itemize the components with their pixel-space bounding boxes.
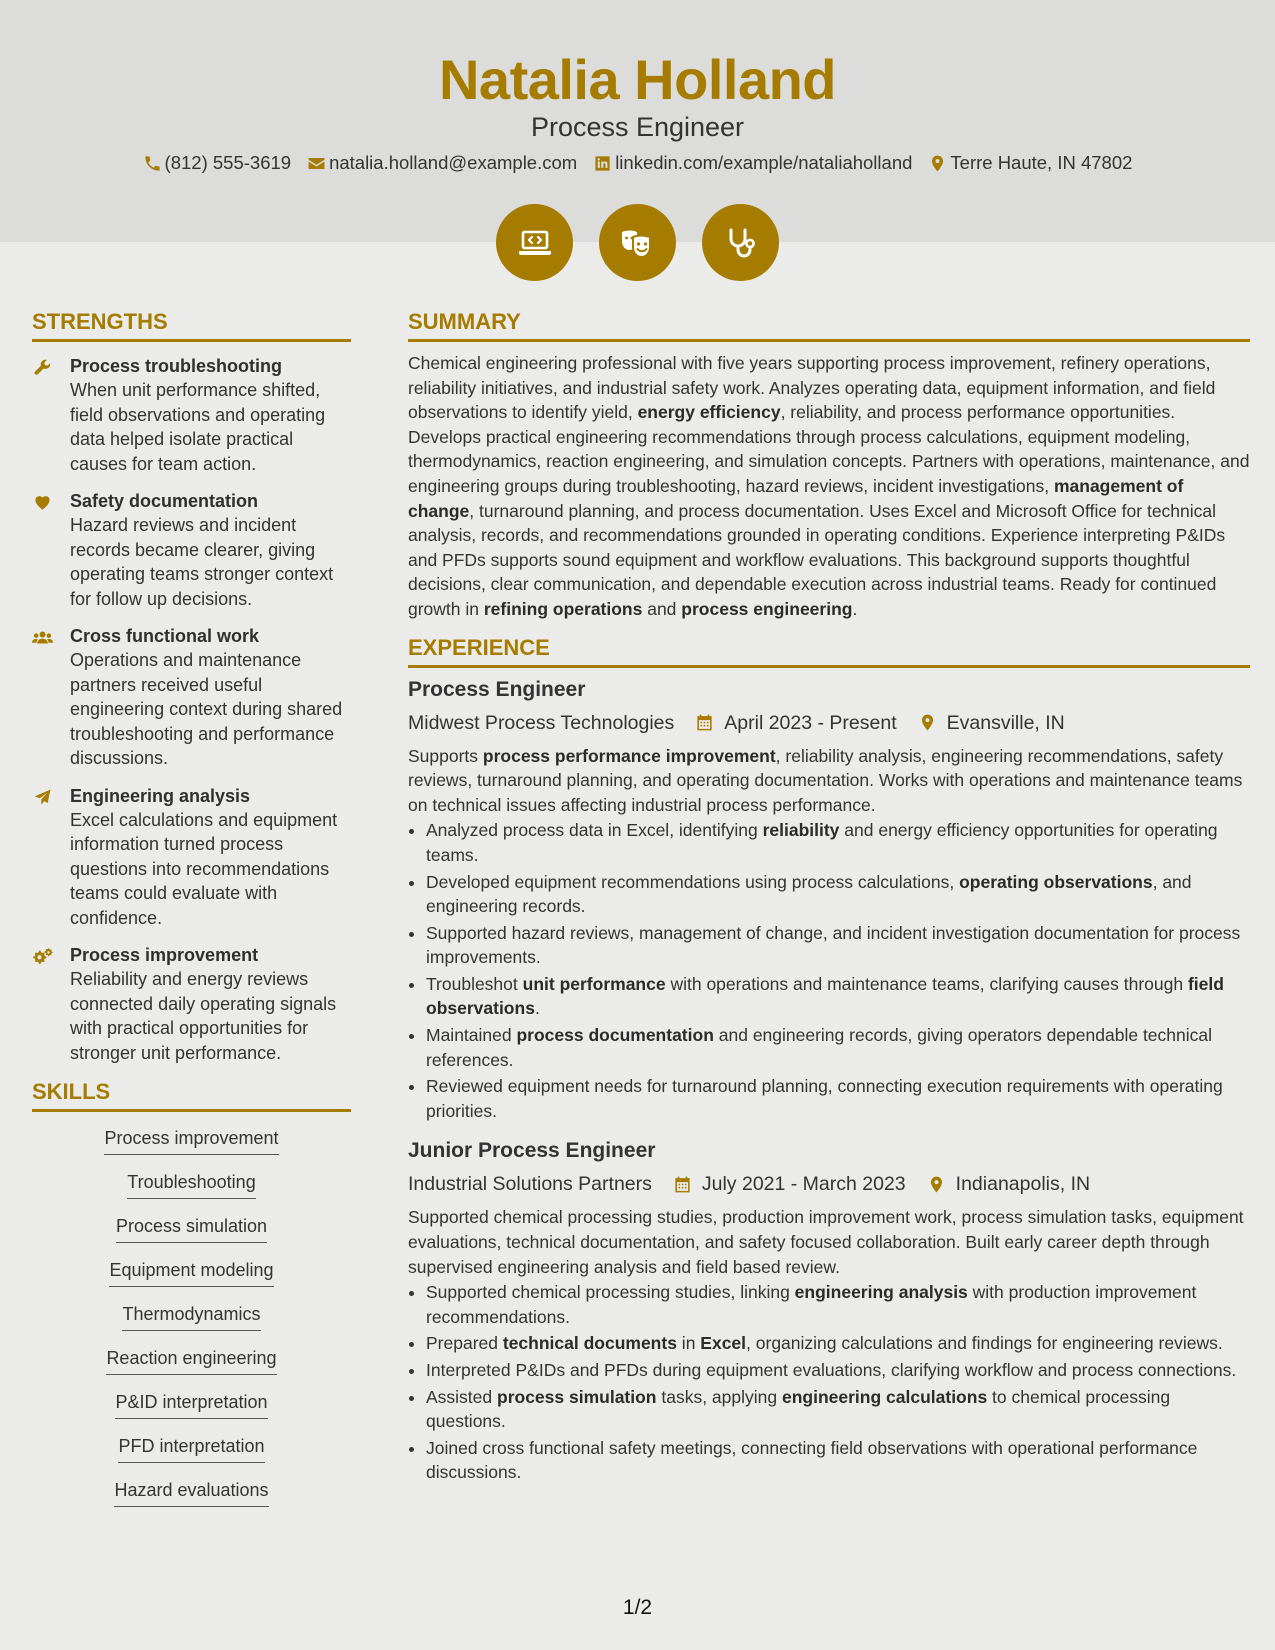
skill-item: Process simulation — [116, 1214, 267, 1243]
bullet-item: • Supported hazard reviews, management of change, and incident investigation documentation for process improvements. — [426, 921, 1250, 970]
skill-item: Troubleshooting — [127, 1170, 255, 1199]
wrench-icon — [32, 358, 53, 377]
skill-item: PFD interpretation — [118, 1434, 264, 1463]
page-number: 1/2 — [622, 1596, 653, 1619]
summary-text: Chemical engineering professional with five years supporting process improvement, refinery operations, reliability initiatives, and industrial safety work. Analyzes operating data, equipment information, and field observations to identify yield, energy efficiency, reliability, and process performance opportunities. Develops practical engineering recommendations through process calculations, equipment modeling, thermodynamics, reaction engineering, and simulation concepts. Partners with operations, maintenance, and engineering groups during troubleshooting, hazard reviews, incident investigations, management of change, turnaround planning, and process documentation. Uses Excel and Microsoft Office for technical analysis, records, and recommendations grounded in operating conditions. Experience interpreting P&IDs and PFDs supports sound equipment and workflow evaluations. This background supports thoughtful decisions, clear communication, and dependable execution across industrial teams. Ready for continued growth in refining operations and process engineering. — [408, 353, 1250, 619]
interest-icons — [0, 204, 1275, 281]
bullet-item: • Joined cross functional safety meetings, connecting field observations with operational performance discussions. — [426, 1436, 1250, 1485]
strength-desc: When unit performance shifted, field observations and operating data helped isolate practical causes for team action. — [70, 380, 326, 474]
job-entry — [408, 676, 1250, 1124]
job-meta — [408, 710, 1250, 736]
strengths-heading: STRENGTHS — [32, 308, 351, 342]
experience-heading: EXPERIENCE — [408, 634, 1250, 668]
strength-item — [32, 943, 351, 1065]
job-meta — [408, 1171, 1250, 1197]
map-marker-icon — [928, 154, 947, 173]
job-location: Evansville, IN — [918, 710, 1065, 736]
job-dates: July 2021 - March 2023 — [673, 1171, 906, 1197]
job-description: Supports process performance improvement, reliability analysis, engineering recommendations, safety reviews, turnaround planning, and operating documentation. Works with operations and maintenance teams on technical issues affecting industrial process performance. — [408, 745, 1243, 815]
bullet-item: • Interpreted P&IDs and PFDs during equipment evaluations, clarifying workflow and process connections. — [426, 1358, 1250, 1383]
map-marker-icon — [918, 713, 937, 732]
job-description: Supported chemical processing studies, production improvement work, process simulation tasks, equipment evaluations, technical documentation, and safety focused collaboration. Built early career depth through supervised engineering analysis and field based review. — [408, 1207, 1244, 1277]
contact-location — [928, 151, 1132, 175]
strengths-list — [32, 354, 351, 1065]
bullet-item: • Prepared technical documents in Excel, organizing calculations and findings for engineering reviews. — [426, 1331, 1250, 1356]
map-marker-icon — [927, 1175, 946, 1194]
theater-masks-icon — [618, 223, 658, 263]
skill-item: Hazard evaluations — [114, 1478, 268, 1507]
calendar-icon — [673, 1175, 692, 1194]
interest-badge-coding — [496, 204, 573, 281]
email-text: natalia.holland@example.com — [329, 152, 578, 173]
job-company: Industrial Solutions Partners — [408, 1173, 652, 1196]
envelope-icon — [307, 154, 326, 173]
bullet-item: • Analyzed process data in Excel, identifying reliability and energy efficiency opportunities for operating teams. — [426, 818, 1250, 867]
strength-item — [32, 489, 351, 611]
users-icon — [32, 628, 53, 647]
strength-desc: Operations and maintenance partners received useful engineering context during shared troubleshooting and performance discussions. — [70, 650, 343, 768]
skill-item: Reaction engineering — [106, 1346, 276, 1375]
strength-item — [32, 624, 351, 771]
skills-heading: SKILLS — [32, 1078, 351, 1112]
bullet-item: • Maintained process documentation and engineering records, giving operators dependable technical references. — [426, 1023, 1250, 1072]
job-entry — [408, 1137, 1250, 1485]
gears-icon — [32, 947, 53, 966]
linkedin-icon — [593, 154, 612, 173]
laptop-code-icon — [515, 223, 555, 263]
skill-item: Equipment modeling — [109, 1258, 273, 1287]
strength-title: Process improvement — [70, 945, 259, 965]
skill-item: Thermodynamics — [122, 1302, 260, 1331]
job-title: Junior Process Engineer — [408, 1139, 656, 1163]
interest-badge-medicine — [702, 204, 779, 281]
strength-item — [32, 784, 351, 931]
left-column — [32, 308, 351, 1522]
location-text: Terre Haute, IN 47802 — [950, 152, 1133, 173]
strength-title: Cross functional work — [70, 626, 260, 646]
bullet-item: • Supported chemical processing studies, linking engineering analysis with production improvement recommendations. — [426, 1280, 1250, 1329]
right-column — [408, 308, 1250, 1487]
strength-desc: Excel calculations and equipment information turned process questions into recommendations teams could evaluate with confidence. — [70, 809, 338, 928]
job-title: Process Engineer — [408, 677, 586, 701]
skill-item: P&ID interpretation — [115, 1390, 267, 1419]
job-location: Indianapolis, IN — [927, 1171, 1090, 1197]
bullet-item: • Troubleshot unit performance with operations and maintenance teams, clarifying causes through field observations. — [426, 972, 1250, 1021]
skill-item: Process improvement — [104, 1126, 278, 1155]
candidate-name: Natalia Holland — [438, 48, 837, 111]
strength-title: Safety documentation — [70, 491, 259, 511]
strength-desc: Reliability and energy reviews connected daily operating signals with practical opportunities for stronger unit performance. — [70, 969, 337, 1063]
paper-plane-icon — [32, 788, 53, 807]
strength-title: Process troubleshooting — [70, 356, 283, 376]
strength-desc: Hazard reviews and incident records became clearer, giving operating teams stronger context for follow up decisions. — [70, 515, 334, 609]
interest-badge-theater — [599, 204, 676, 281]
summary-heading: SUMMARY — [408, 308, 1250, 342]
linkedin-text: linkedin.com/example/nataliaholland — [615, 152, 913, 173]
stethoscope-icon — [721, 223, 761, 263]
candidate-role: Process Engineer — [530, 112, 745, 142]
job-dates: April 2023 - Present — [695, 710, 896, 736]
job-bullets — [408, 818, 1250, 1123]
phone-icon — [143, 154, 162, 173]
bullet-item: • Reviewed equipment needs for turnaround planning, connecting execution requirements with operating priorities. — [426, 1074, 1250, 1123]
job-bullets — [408, 1280, 1250, 1485]
strength-item — [32, 354, 351, 476]
strength-title: Engineering analysis — [70, 785, 251, 806]
contact-email[interactable] — [307, 151, 577, 175]
contact-linkedin[interactable] — [593, 151, 912, 175]
heart-icon — [32, 493, 53, 512]
contact-phone[interactable] — [143, 151, 292, 175]
contact-bar — [0, 151, 1275, 175]
job-company: Midwest Process Technologies — [408, 711, 675, 734]
bullet-item: • Assisted process simulation tasks, applying engineering calculations to chemical processing questions. — [426, 1385, 1250, 1434]
phone-text: (812) 555-3619 — [164, 152, 292, 173]
bullet-item: • Developed equipment recommendations using process calculations, operating observations, and engineering records. — [426, 870, 1250, 919]
calendar-icon — [695, 713, 714, 732]
skills-list — [32, 1126, 351, 1522]
